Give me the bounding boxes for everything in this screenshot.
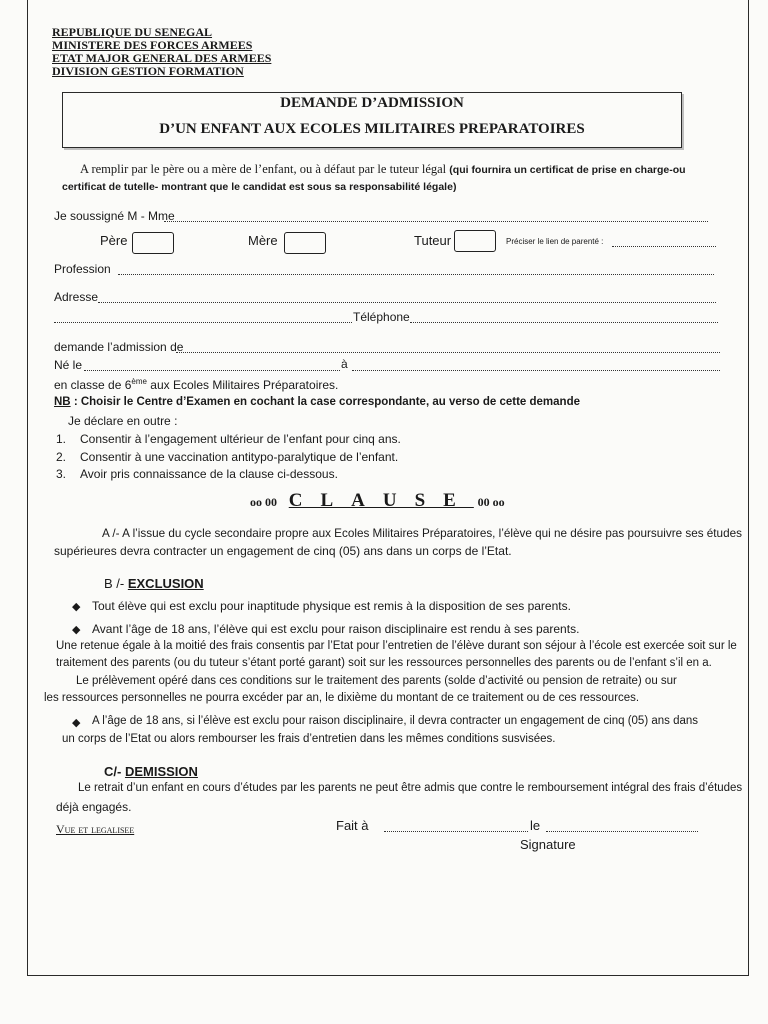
section-a-line-2: supérieures devra contracter un engagement de cinq (05) ans dans un corps de l’Etat. [54,544,512,558]
field-adresse[interactable] [98,302,716,303]
section-c-heading [104,764,198,779]
intro-line-2: certificat de tutelle- montrant que le candidat est sous sa responsabilité légale) [62,181,457,193]
section-b-p3b: traitement des parents (ou du tuteur s’étant porté garant) soit sur les ressources personnelles des parents ou de l’enfant s’il en a. [56,657,712,669]
declare-num-1: 1. [56,432,67,446]
clause-ornament-left: oo 00 [250,495,277,509]
label-ne-le: Né le [54,358,83,372]
declare-item-1: Consentir à l’engagement ultérieur de l’enfant pour cinq ans. [80,432,401,446]
field-date-naissance[interactable] [84,370,340,371]
classe-text: en classe de 6 [54,378,132,392]
section-b-p3a: Une retenue égale à la moitié des frais consentis par l’Etat pour l’entretien de l’élève durant son séjour à l’école est exercée soit sur le [56,640,737,652]
field-lieu-naissance[interactable] [352,370,720,371]
field-lien-parente[interactable] [612,246,716,247]
field-profession[interactable] [118,274,714,275]
intro-line-1 [80,162,686,177]
section-b-heading [104,576,204,591]
nb-label: NB [54,396,71,408]
declare-num-2: 2. [56,450,67,464]
header-division: DIVISION GESTION FORMATION [52,64,244,78]
clause-title: CLAUSE [288,490,474,511]
section-c-line-1: Le retrait d’un enfant en cours d’études par les parents ne peut être admis que contre le remboursement intégral des frais d’études [78,782,743,794]
section-c-line-2: déjà engagés. [56,800,132,814]
section-b-p2: Avant l’âge de 18 ans, l’élève qui est exclu pour raison disciplinaire est rendu à ses parents. [92,622,580,636]
section-c-prefix: C/- [104,764,125,779]
header-etat-major: ETAT MAJOR GENERAL DES ARMEES [52,51,272,65]
section-a-line-1: A /- A l’issue du cycle secondaire propre aux Ecoles Militaires Préparatoires, l’élève qui ne désire pas poursuivre ses études [102,526,742,540]
vue-legalisee: Vue et legalisee [56,822,135,836]
section-b-p5b: un corps de l’Etat ou alors rembourser les frais d’entretien dans les mêmes conditions susvisées. [62,733,556,745]
section-c-title: DEMISSION [124,764,198,779]
classe-sup: ème [131,377,147,386]
bullet-diamond-icon: ◆ [72,624,81,636]
section-b-p5a: A l’âge de 18 ans, si l’élève est exclu pour raison disciplinaire, il devra contracter un engagement de cinq (05) ans dans [92,715,699,727]
label-fait-a: Fait à [336,818,369,833]
section-b-p1: Tout élève qui est exclu pour inaptitude physique est remis à la disposition de ses parents. [92,599,571,613]
field-soussigne[interactable] [164,221,708,222]
declare-intro: Je déclare en outre : [68,414,178,428]
label-le: le [530,818,541,833]
bullet-diamond-icon: ◆ [72,601,81,613]
label-soussigne: Je soussigné M - Mme [54,209,175,223]
header-republic: REPUBLIQUE DU SENEGAL [52,25,213,39]
label-classe [54,377,338,392]
declare-item-2: Consentir à une vaccination antitypo-paralytique de l’enfant. [80,450,399,464]
checkbox-tuteur[interactable] [454,230,496,252]
intro-note: (qui fournira un certificat de prise en charge-ou [449,164,686,176]
checkbox-mere[interactable] [284,232,326,254]
title-line-1: DEMANDE D’ADMISSION [280,95,464,111]
label-demande: demande l’admission de [54,340,184,354]
declare-num-3: 3. [56,467,67,481]
label-preciser: Préciser le lien de parenté : [506,237,604,246]
label-a: à [341,357,348,371]
clause-ornament-right: 00 oo [477,495,505,509]
label-mere: Mère [248,233,278,248]
field-fait-a[interactable] [384,831,528,832]
label-telephone: Téléphone [353,310,410,324]
field-telephone[interactable] [410,322,718,323]
nb-note [54,396,580,408]
declare-item-3: Avoir pris connaissance de la clause ci-dessous. [80,467,338,481]
label-profession: Profession [54,262,111,276]
field-date-signature[interactable] [546,831,698,832]
label-pere: Père [100,233,128,248]
clause-heading [250,490,505,512]
nb-text: : Choisir le Centre d’Examen en cochant la case correspondante, au verso de cette demande [70,396,580,408]
bullet-diamond-icon: ◆ [72,717,81,729]
section-b-title: EXCLUSION [127,576,204,591]
title-line-2: D’UN ENFANT AUX ECOLES MILITAIRES PREPARATOIRES [159,121,585,137]
section-b-prefix: B /- [104,576,128,591]
field-adresse-2[interactable] [54,322,352,323]
intro-text: A remplir par le père ou a mère de l’enfant, ou à défaut par le tuteur légal [80,162,447,176]
classe-ecoles: aux Ecoles Militaires Préparatoires. [146,378,339,392]
field-enfant-nom[interactable] [176,352,720,353]
section-b-p4b: les ressources personnelles ne pourra excéder par an, le dixième du montant de ce traitement ou de ces ressources. [44,692,640,704]
title-box [62,92,682,148]
label-tuteur: Tuteur [414,233,452,248]
label-adresse: Adresse [54,290,99,304]
checkbox-pere[interactable] [132,232,174,254]
section-b-p4a: Le prélèvement opéré dans ces conditions sur le traitement des parents (solde d’activité ou pension de retraite) ou sur [76,675,677,687]
header-ministry: MINISTERE DES FORCES ARMEES [52,38,253,52]
signature-label: Signature [520,837,576,852]
